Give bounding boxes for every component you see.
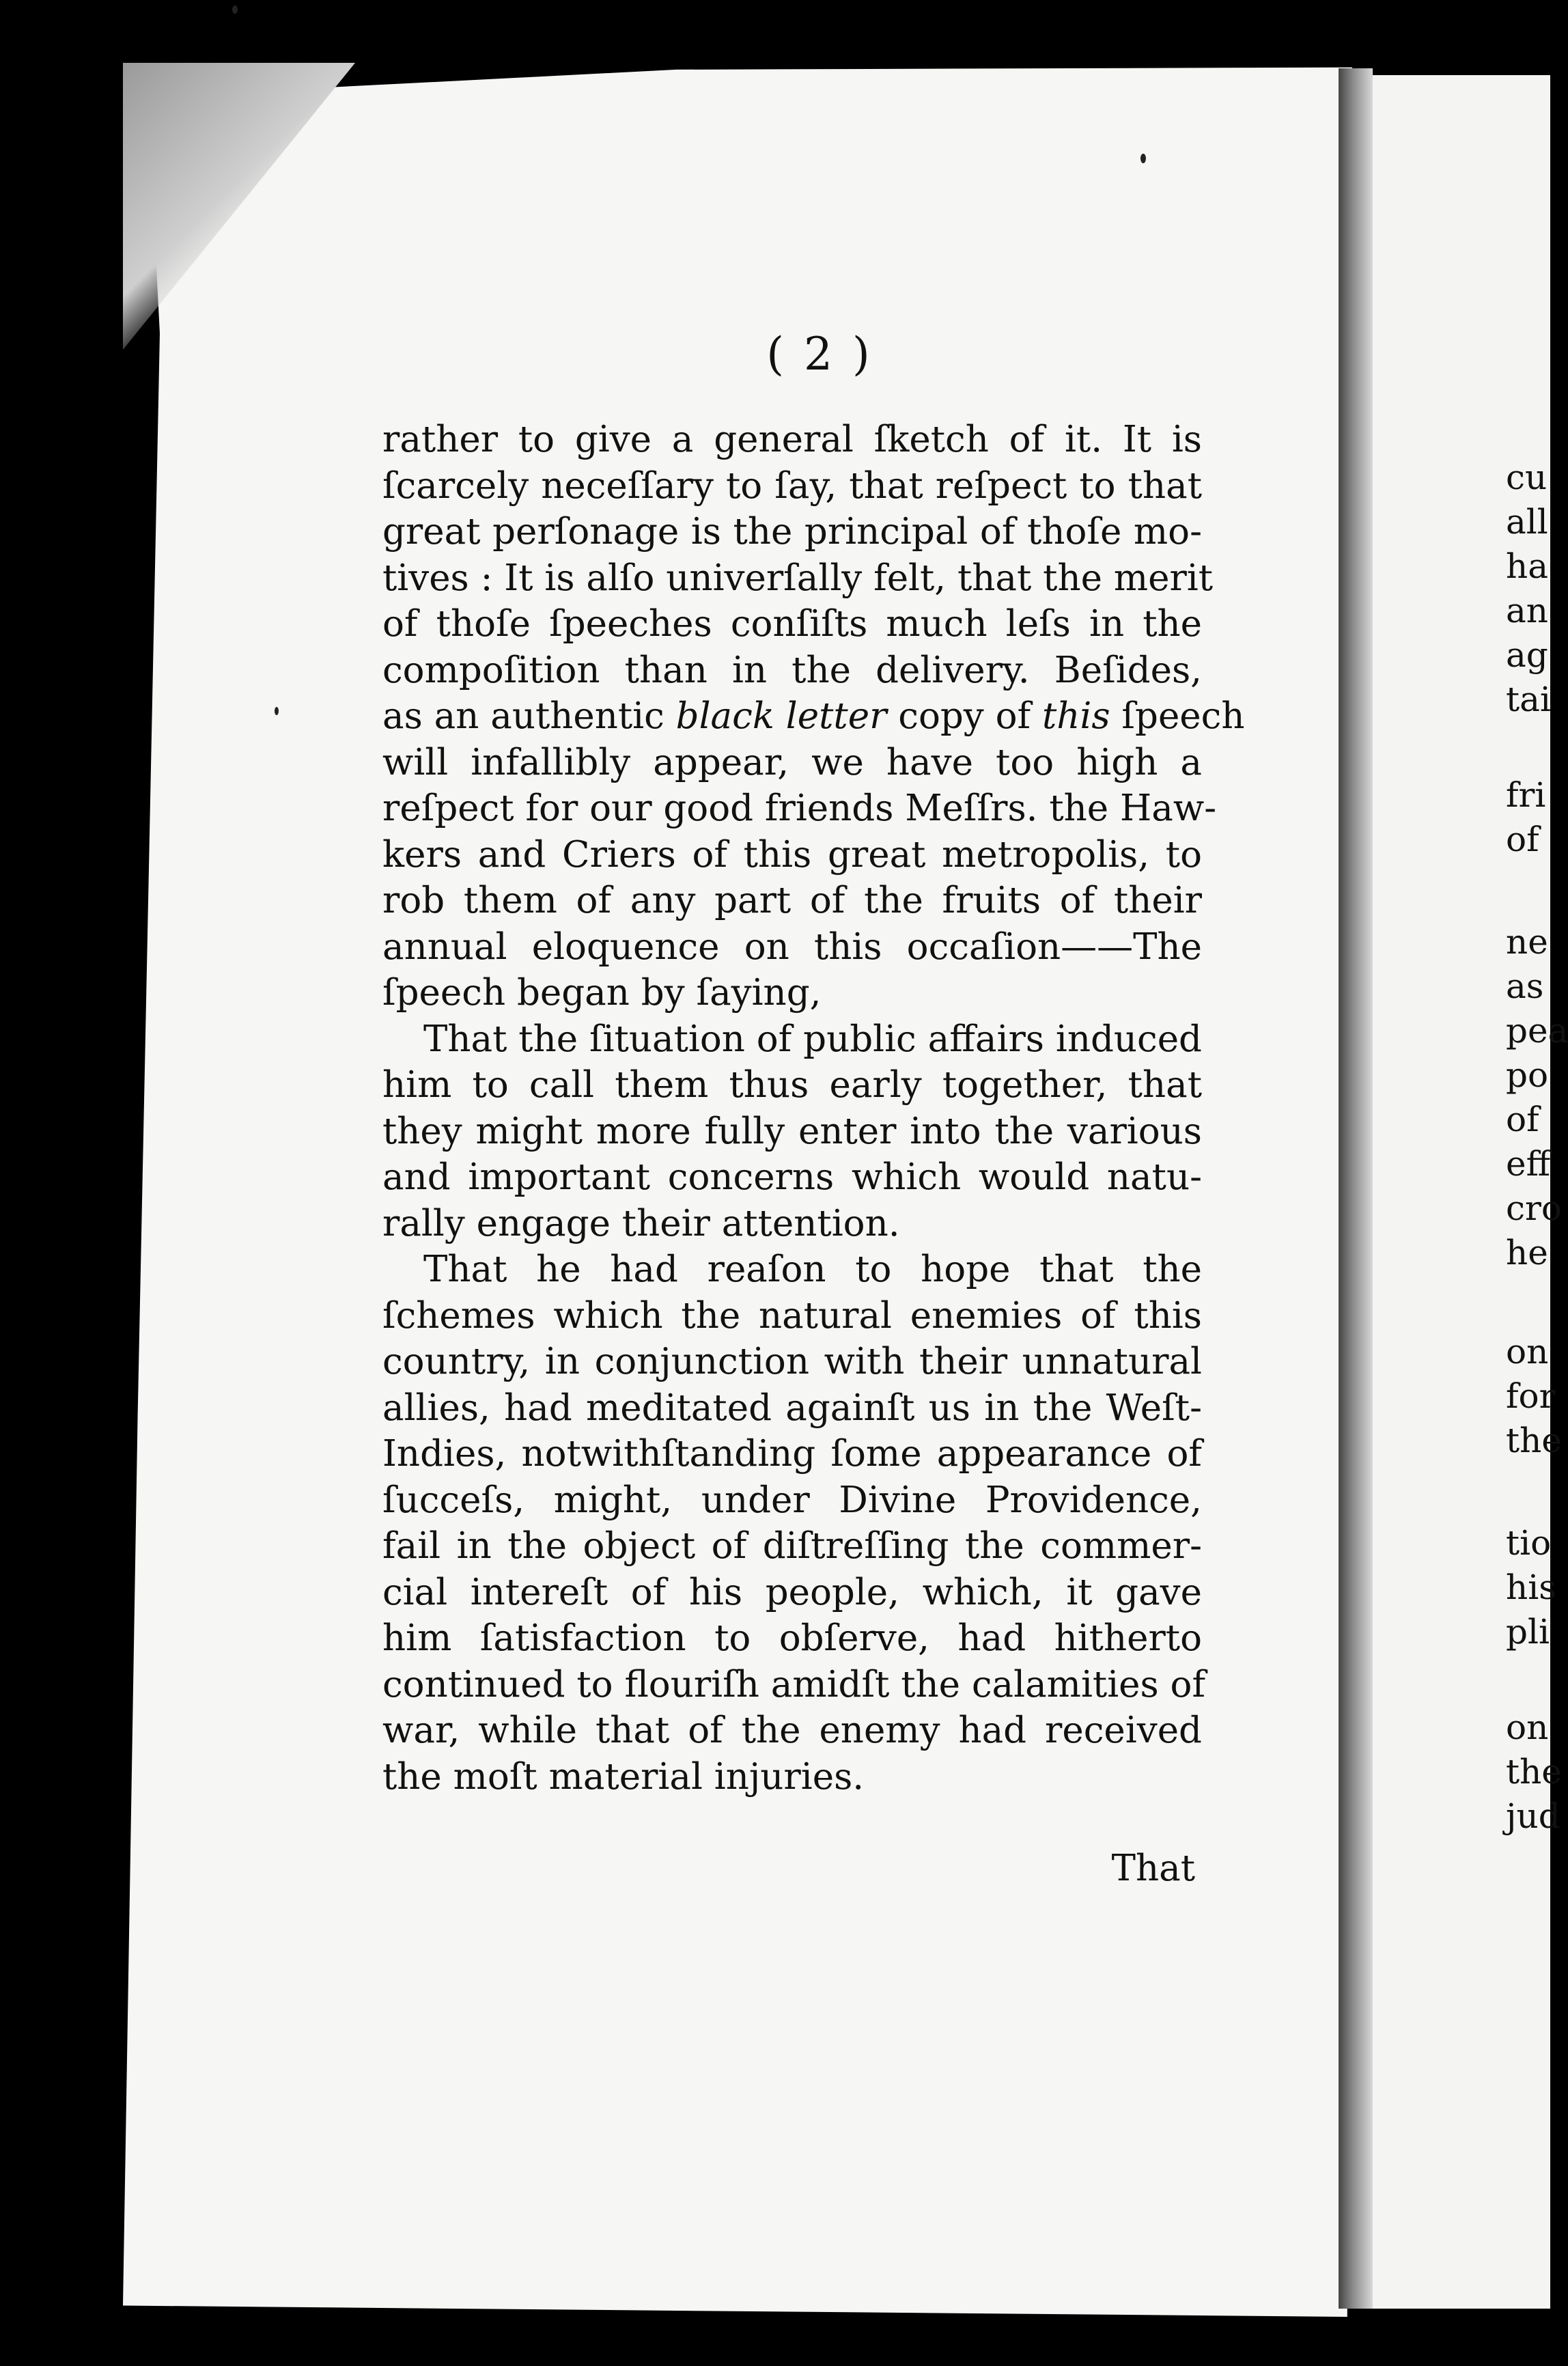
text-run: as an authentic xyxy=(382,695,676,737)
facing-page-fragment: fri xyxy=(1506,775,1546,815)
facing-page-fragment: cro xyxy=(1506,1188,1563,1228)
text-line: That the ſituation of public affairs induced xyxy=(423,1018,1202,1060)
text-line: kers and Criers of this great metropolis, to xyxy=(382,833,1202,876)
text-line: rather to give a general ſketch of it. It is xyxy=(382,419,1202,460)
text-line: rob them of any part of the fruits of their xyxy=(382,880,1202,921)
page-number: ( 2 ) xyxy=(766,328,873,380)
text-line: annual eloquence on this occaſion——The xyxy=(382,925,1202,968)
facing-page-fragment: jud xyxy=(1506,1796,1560,1836)
facing-page-fragment: his xyxy=(1506,1568,1556,1607)
text-line: the moſt material injuries. xyxy=(382,1755,865,1798)
facing-page-fragment: for xyxy=(1506,1376,1556,1416)
text-line: of thoſe ſpeeches conſiſts much leſs in the xyxy=(382,603,1202,645)
facing-page-fragment: pli xyxy=(1506,1612,1550,1652)
facing-page-fragment: on xyxy=(1506,1708,1549,1747)
facing-page-fragment: tai xyxy=(1506,680,1551,719)
ink-speck xyxy=(232,5,238,14)
text-line: fail in the object of diſtreſſing the commer- xyxy=(382,1525,1202,1567)
facing-page-fragment: po xyxy=(1506,1055,1549,1095)
facing-page-fragment: the xyxy=(1506,1752,1562,1792)
facing-page-fragment: the xyxy=(1506,1421,1562,1460)
text-line: war, while that of the enemy had received xyxy=(382,1710,1202,1751)
text-line: cial intereſt of his people, which, it gave xyxy=(382,1571,1202,1613)
text-line: him to call them thus early together, that xyxy=(382,1064,1202,1106)
facing-page-fragment: he xyxy=(1506,1233,1548,1272)
text-line: ſucceſs, might, under Divine Providence, xyxy=(382,1479,1202,1521)
facing-page-fragment: tio xyxy=(1506,1523,1552,1563)
facing-page-fragment: as xyxy=(1506,966,1544,1006)
text-line: and important concerns which would natu- xyxy=(382,1156,1202,1198)
text-line-with-italics xyxy=(382,693,1245,740)
text-line: reſpect for our good friends Meſſrs. the Haw- xyxy=(382,788,1217,829)
facing-page-fragment: ne xyxy=(1506,922,1548,962)
ink-speck xyxy=(275,707,279,715)
facing-page-fragment: an xyxy=(1506,591,1549,630)
text-line: ſchemes which the natural enemies of this xyxy=(382,1294,1202,1337)
facing-page-fragment: eff xyxy=(1506,1144,1551,1184)
text-line: That he had reaſon to hope that the xyxy=(423,1249,1202,1290)
text-line: will infallibly appear, we have too high a xyxy=(382,741,1202,783)
body-text xyxy=(382,417,1245,1800)
text-run: copy of xyxy=(886,695,1042,737)
text-line: continued to flouriſh amidſt the calamities of xyxy=(382,1663,1206,1706)
text-line: they might more fully enter into the various xyxy=(382,1110,1202,1152)
text-run: ſpeech xyxy=(1110,695,1245,737)
gutter-shadow xyxy=(1339,68,1373,2309)
text-line: Indies, notwithſtanding ſome appearance of xyxy=(382,1433,1202,1475)
text-line: great perſonage is the principal of thoſe mo- xyxy=(382,511,1202,553)
facing-page-fragment: ag xyxy=(1506,635,1548,675)
facing-page-fragment: on xyxy=(1506,1332,1549,1372)
italic-text: black letter xyxy=(675,695,887,737)
text-line: him ſatisfaction to obſerve, had hitherto xyxy=(382,1617,1202,1659)
facing-page-fragment: of xyxy=(1506,1100,1539,1139)
ink-speck xyxy=(1140,154,1146,163)
text-line: allies, had meditated againſt us in the Weſt- xyxy=(382,1387,1202,1429)
text-line: rally engage their attention. xyxy=(382,1202,900,1244)
italic-text: this xyxy=(1041,695,1110,737)
facing-page-fragment: cu xyxy=(1506,458,1548,497)
facing-page-fragment: of xyxy=(1506,820,1539,859)
facing-page-fragment: all xyxy=(1506,502,1548,542)
facing-page-fragment: ha xyxy=(1506,546,1549,586)
text-line: compoſition than in the delivery. Beſides, xyxy=(382,649,1202,691)
text-line: country, in conjunction with their unnatural xyxy=(382,1341,1202,1382)
text-line: tives : It is alſo univerſally felt, that the merit xyxy=(382,557,1214,599)
text-line: ſcarcely neceſſary to ſay, that reſpect to that xyxy=(382,464,1202,507)
text-line: ſpeech began by ſaying, xyxy=(382,972,822,1014)
catchword: That xyxy=(1111,1848,1195,1889)
facing-page-fragment: pea xyxy=(1506,1011,1568,1050)
